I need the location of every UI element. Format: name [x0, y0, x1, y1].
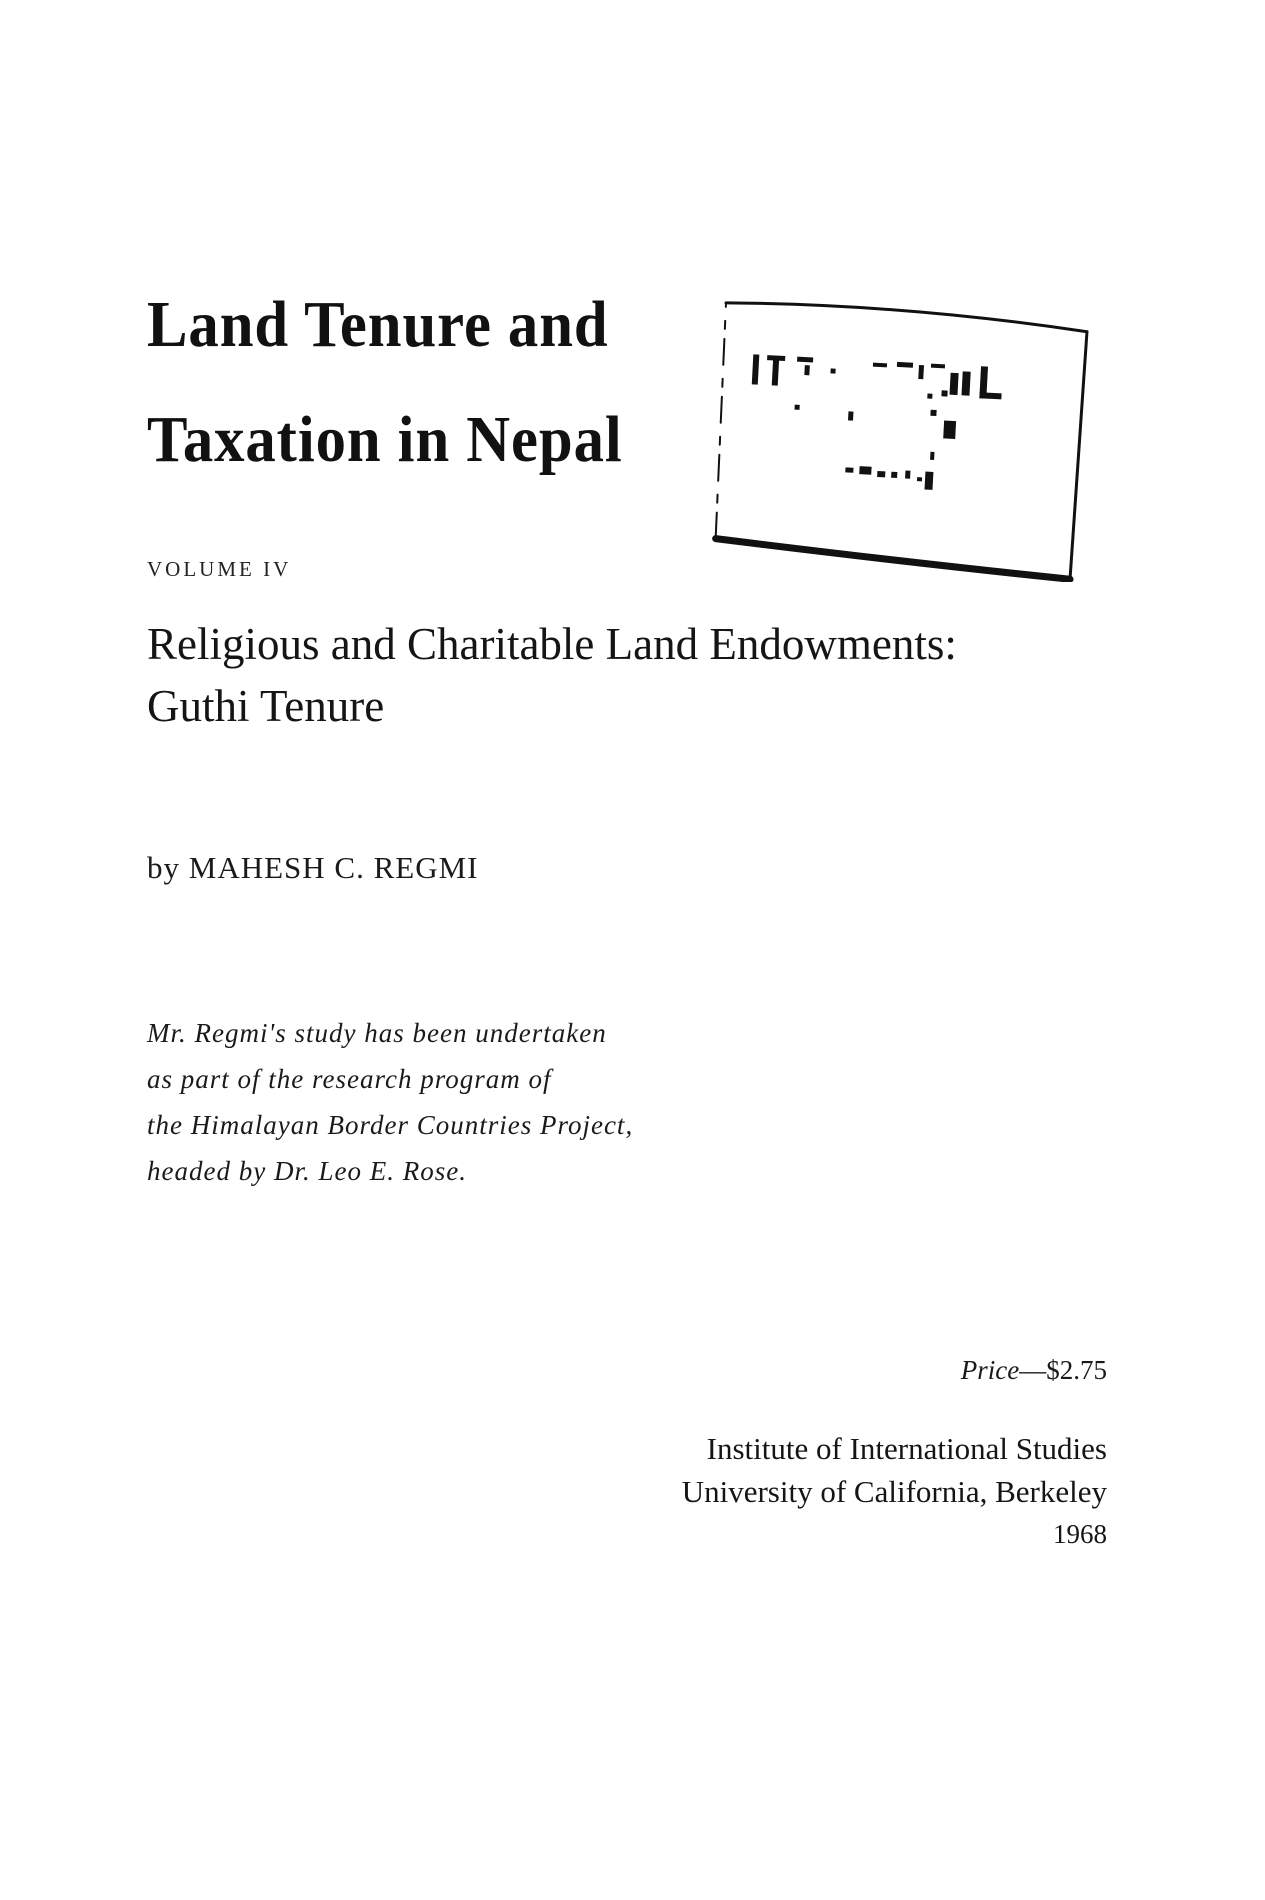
price-label: Price — [960, 1355, 1020, 1385]
title-line-1: Land Tenure and — [147, 288, 609, 361]
library-stamp-graphic — [697, 300, 1097, 582]
publication-year: 1968 — [1053, 1519, 1107, 1549]
subtitle-line-2: Guthi Tenure — [147, 681, 385, 731]
publisher-university: University of California, Berkeley — [681, 1474, 1107, 1509]
author-line — [147, 850, 478, 886]
note-line-3: the Himalayan Border Countries Project, — [147, 1110, 634, 1140]
publisher-institute: Institute of International Studies — [706, 1431, 1107, 1466]
note-line-4: headed by Dr. Leo E. Rose. — [147, 1156, 467, 1186]
note-line-2: as part of the research program of — [147, 1064, 552, 1094]
title-line-2: Taxation in Nepal — [147, 403, 623, 476]
research-note — [147, 1010, 633, 1194]
note-line-1: Mr. Regmi's study has been undertaken — [147, 1018, 607, 1048]
publisher-block — [682, 1427, 1107, 1556]
subtitle-line-1: Religious and Charitable Land Endowments: — [147, 619, 957, 669]
volume-label: VOLUME IV — [147, 557, 292, 581]
price-line — [961, 1355, 1107, 1386]
book-subtitle — [147, 613, 1147, 737]
price-separator: — — [1019, 1355, 1047, 1385]
price-value: $2.75 — [1046, 1355, 1107, 1385]
author-by: by — [147, 850, 180, 885]
library-stamp — [697, 300, 1097, 582]
author-name: MAHESH C. REGMI — [188, 850, 479, 885]
